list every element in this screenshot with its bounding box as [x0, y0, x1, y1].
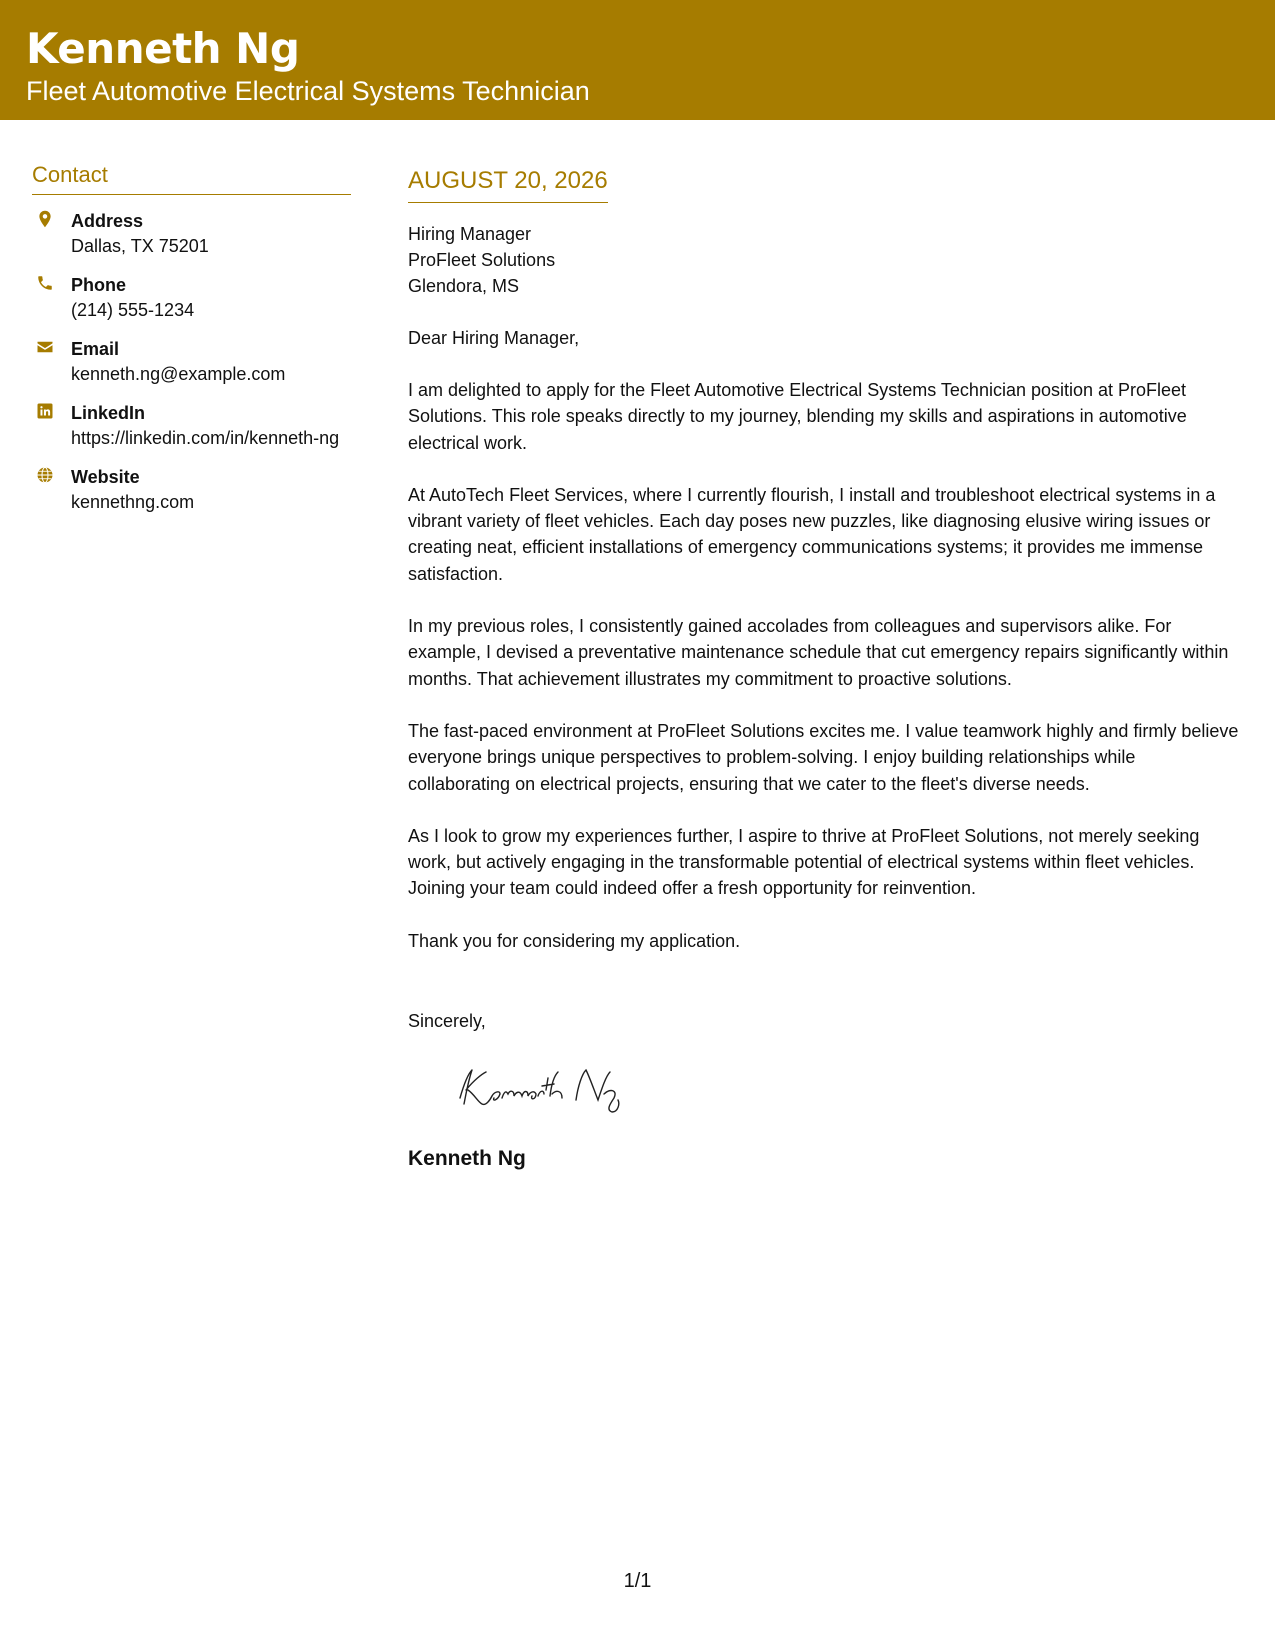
- closing: Sincerely,: [408, 1011, 486, 1032]
- phone-icon: [36, 274, 54, 292]
- letter-body: [408, 166, 1242, 1173]
- globe-icon: [36, 466, 54, 484]
- linkedin-icon: [36, 402, 54, 420]
- paragraph: At AutoTech Fleet Services, where I currently flourish, I install and troubleshoot electrical systems in a vibrant variety of fleet vehicles. Each day poses new puzzles, like diagnosing elusive wiring issues or creating neat, efficient installations of emergency communications systems; it provides me immense satisfaction.: [408, 484, 1216, 584]
- contact-website: [32, 464, 351, 515]
- linkedin-value[interactable]: https://linkedin.com/in/kenneth-ng: [71, 428, 340, 448]
- email-value[interactable]: kenneth.ng@example.com: [71, 364, 286, 384]
- contact-address: [32, 208, 351, 259]
- letter-paragraphs: [408, 377, 1242, 954]
- paragraph: Thank you for considering my application.: [408, 930, 741, 951]
- job-title: Fleet Automotive Electrical Systems Technician: [26, 76, 590, 106]
- address-label: Address: [71, 211, 144, 231]
- paragraph: In my previous roles, I consistently gained accolades from colleagues and supervisors alike. For example, I devised a preventative maintenance schedule that cut emergency repairs significantly within months. That achievement illustrates my commitment to proactive solutions.: [408, 616, 1229, 689]
- signer-name: Kenneth Ng: [408, 1147, 526, 1171]
- recipient-location: Glendora, MS: [408, 276, 520, 296]
- contact-linkedin: [32, 400, 351, 451]
- envelope-icon: [36, 338, 54, 356]
- header-banner: [0, 0, 1275, 120]
- map-pin-icon: [36, 210, 54, 228]
- phone-value: (214) 555-1234: [71, 300, 195, 320]
- website-value[interactable]: kennethng.com: [71, 492, 195, 512]
- letter-date: AUGUST 20, 2026: [408, 166, 608, 203]
- website-label: Website: [71, 467, 140, 487]
- email-label: Email: [71, 339, 120, 359]
- contact-email: [32, 336, 351, 387]
- applicant-name: Kenneth Ng: [26, 24, 300, 73]
- paragraph: I am delighted to apply for the Fleet Automotive Electrical Systems Technician position at ProFleet Solutions. This role speaks directly to my journey, blending my skills and aspirations in automotive electrical work.: [408, 380, 1187, 453]
- paragraph: As I look to grow my experiences further, I aspire to thrive at ProFleet Solutions, not merely seeking work, but actively engaging in the transformable potential of electrical systems within fleet vehicles. Joining your team could indeed offer a fresh opportunity for reinvention.: [408, 825, 1200, 899]
- phone-label: Phone: [71, 275, 127, 295]
- recipient-name: Hiring Manager: [408, 224, 532, 244]
- address-value: Dallas, TX 75201: [71, 236, 209, 256]
- handwritten-signature: [446, 1060, 646, 1116]
- page-number: 1/1: [623, 1570, 652, 1592]
- contact-sidebar: [32, 162, 351, 515]
- contact-heading: Contact: [32, 162, 351, 195]
- recipient-block: [408, 221, 1242, 299]
- contact-phone: [32, 272, 351, 323]
- recipient-company: ProFleet Solutions: [408, 250, 556, 270]
- paragraph: The fast-paced environment at ProFleet Solutions excites me. I value teamwork highly and firmly believe everyone brings unique perspectives to problem-solving. I enjoy building relationships while collaborating on electrical projects, ensuring that we cater to the fleet's diverse needs.: [408, 720, 1239, 794]
- greeting: Dear Hiring Manager,: [408, 328, 580, 348]
- linkedin-label: LinkedIn: [71, 403, 146, 423]
